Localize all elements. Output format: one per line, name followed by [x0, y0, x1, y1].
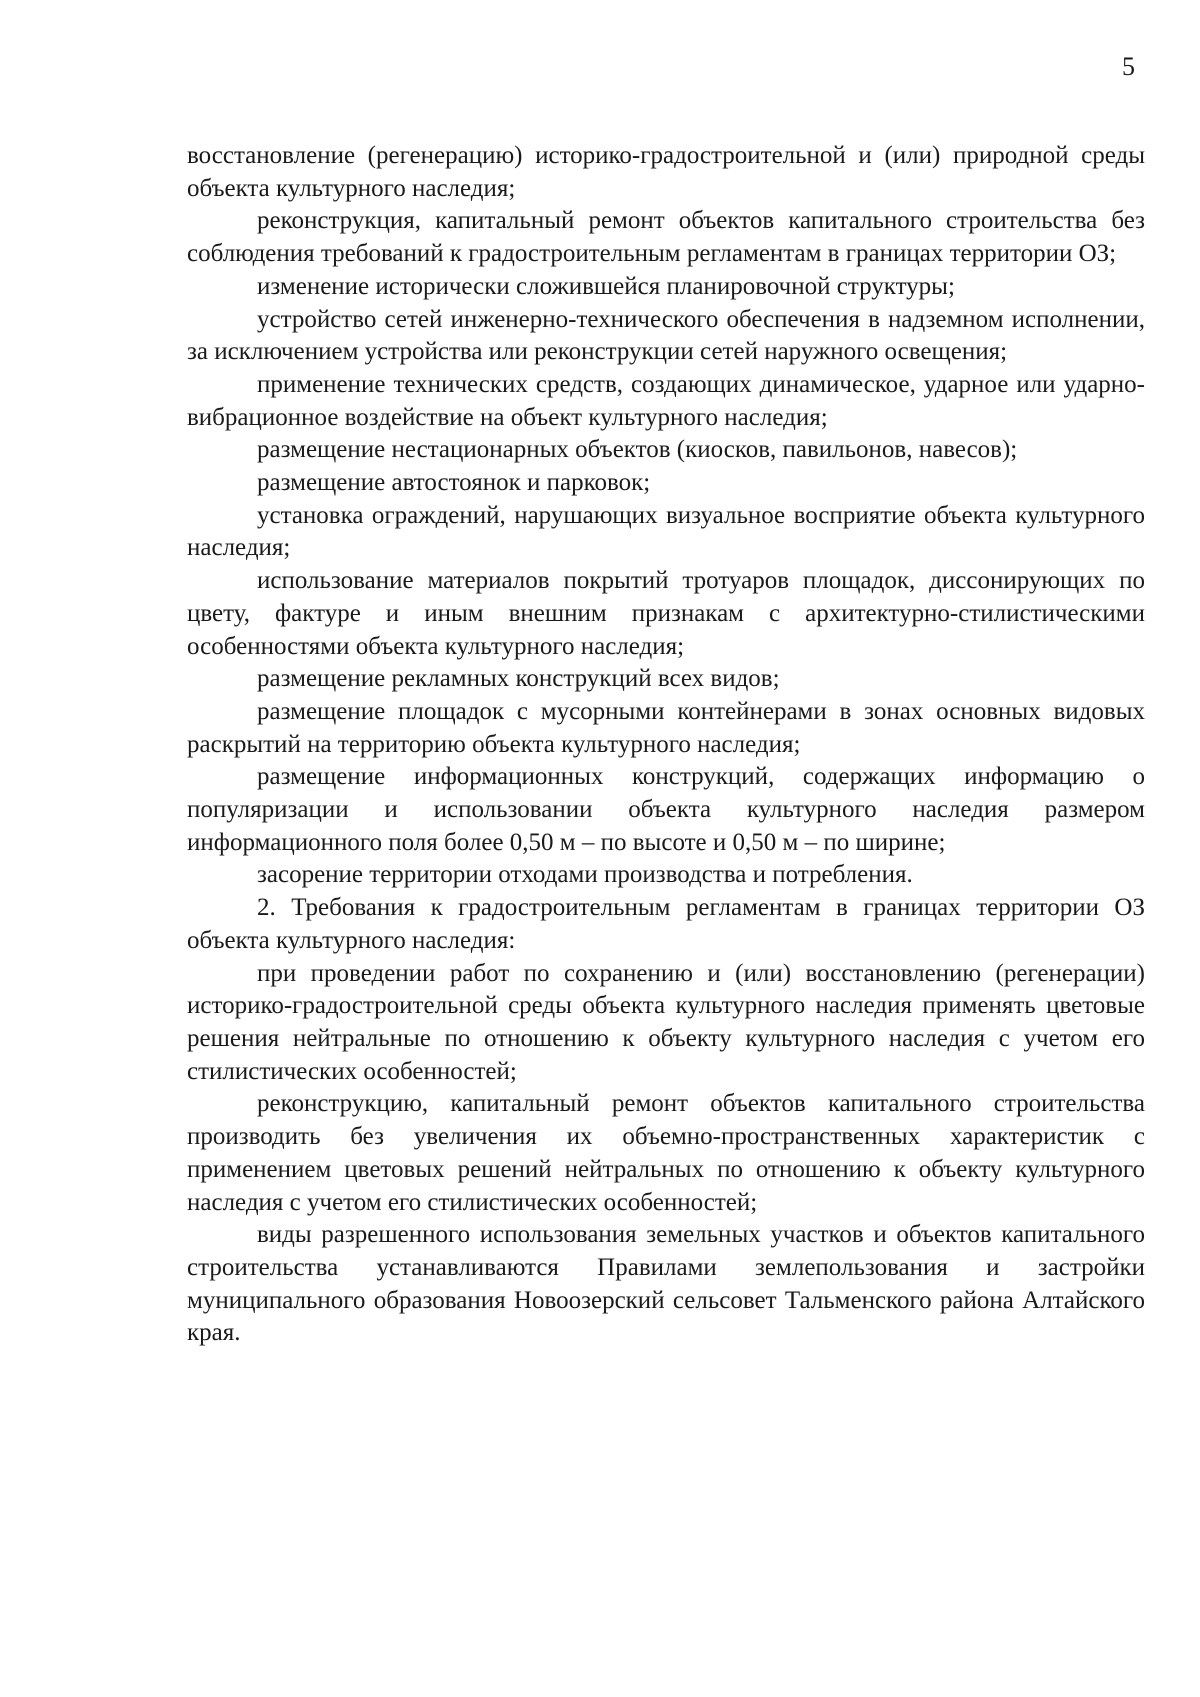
- paragraph: устройство сетей инженерно-технического обеспечения в надземном исполнении, за исключением устройства или реконструкции сетей наружного освещения;: [187, 305, 1145, 366]
- document-body: [187, 140, 1145, 1350]
- paragraph: восстановление (регенерацию) историко-градостроительной и (или) природной среды объекта культурного наследия;: [187, 142, 1145, 202]
- paragraph: виды разрешенного использования земельных участков и объектов капитального строительства устанавливаются Правилами землепользования и застройки муниципального образования Новоозерский сельсовет Тальменского района Алтайского края.: [187, 1221, 1145, 1347]
- paragraph: реконструкция, капитальный ремонт объектов капитального строительства без соблюдения требований к градостроительным регламентам в границах территории ОЗ;: [187, 207, 1145, 268]
- paragraph: установка ограждений, нарушающих визуальное восприятие объекта культурного наследия;: [187, 501, 1145, 562]
- paragraph: размещение автостоянок и парковок;: [257, 469, 651, 497]
- paragraph: изменение исторически сложившейся планировочной структуры;: [257, 272, 955, 300]
- paragraph: применение технических средств, создающих динамическое, ударное или ударно-вибрационное воздействие на объект культурного наследия;: [187, 370, 1145, 431]
- page-number: 5: [1122, 52, 1135, 81]
- paragraph: размещение информационных конструкций, содержащих информацию о популяризации и использовании объекта культурного наследия размером информационного поля более 0,50 м – по высоте и 0,50 м – по ширине;: [187, 763, 1145, 856]
- paragraph: размещение рекламных конструкций всех видов;: [257, 665, 780, 693]
- paragraph: при проведении работ по сохранению и (или) восстановлению (регенерации) историко-градостроительной среды объекта культурного наследия применять цветовые решения нейтральные по отношению к объекту культурного наследия с учетом его стилистических особенностей;: [187, 959, 1145, 1085]
- section-heading-paragraph: 2. Требования к градостроительным регламентам в границах территории ОЗ объекта культурного наследия:: [187, 894, 1145, 954]
- paragraph: использование материалов покрытий тротуаров площадок, диссонирующих по цвету, фактуре и иным внешним признакам с архитектурно-стилистическими особенностями объекта культурного наследия;: [187, 567, 1145, 660]
- paragraph: размещение площадок с мусорными контейнерами в зонах основных видовых раскрытий на территорию объекта культурного наследия;: [187, 697, 1145, 758]
- paragraph: реконструкцию, капитальный ремонт объектов капитального строительства производить без увеличения их объемно-пространственных характеристик с применением цветовых решений нейтральных по отношению к объекту культурного наследия с учетом его стилистических особенностей;: [187, 1090, 1145, 1216]
- paragraph: размещение нестационарных объектов (киосков, павильонов, навесов);: [257, 436, 1018, 464]
- paragraph: засорение территории отходами производства и потребления.: [257, 861, 913, 889]
